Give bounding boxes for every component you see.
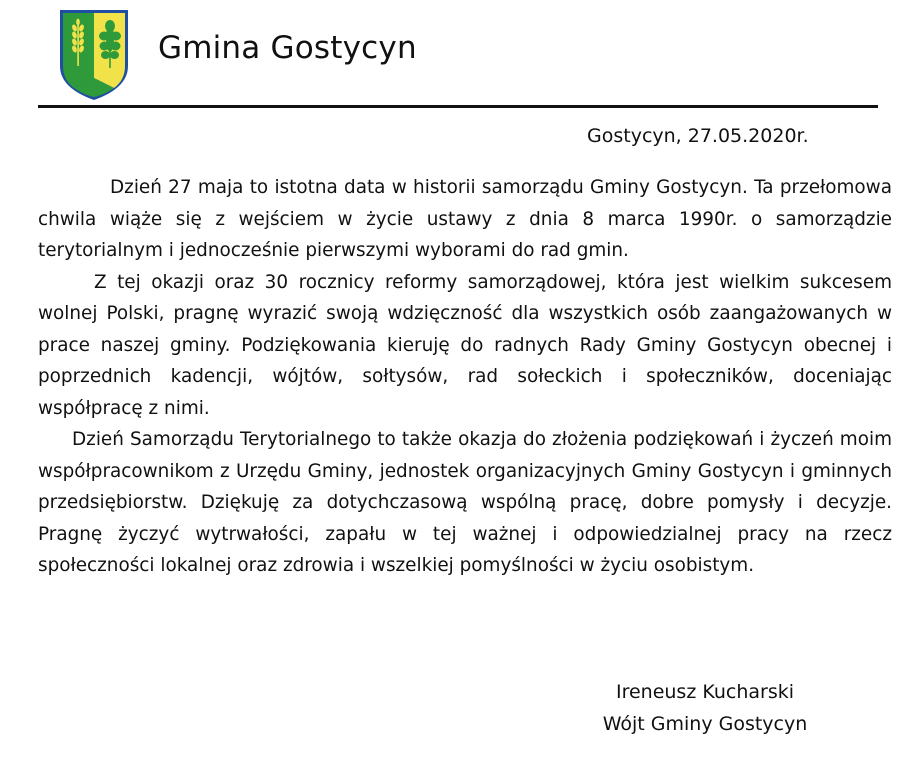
coat-of-arms-icon bbox=[58, 8, 130, 102]
letter-header bbox=[58, 8, 878, 104]
paragraph-1: Dzień 27 maja to istotna data w historii samorządu Gminy Gostycyn. Ta przełomowa chwila wiąże się z wejściem w życie ustawy z dnia 8 marca 1990r. o samorządzie terytorialnym i jednocześnie pierwszymi wyborami do rad gmin. bbox=[38, 177, 892, 261]
signature-block bbox=[580, 676, 830, 740]
header-divider bbox=[38, 105, 878, 108]
paragraph-2: Z tej okazji oraz 30 rocznicy reformy samorządowej, która jest wielkim sukcesem wolnej Polski, pragnę wyrazić swoją wdzięczność dla wszystkich osób zaangażowanych w prace naszej gminy. Podziękowania kieruję do radnych Rady Gminy Gostycyn obecnej i poprzednich kadencji, wójtów, sołtysów, rad sołeckich i społeczników, doceniając współpracę z nimi. bbox=[38, 271, 892, 419]
signatory-name: Ireneusz Kucharski bbox=[615, 681, 795, 703]
letter-date: Gostycyn, 27.05.2020r. bbox=[587, 125, 809, 147]
organization-name: Gmina Gostycyn bbox=[158, 30, 417, 66]
paragraph-3: Dzień Samorządu Terytorialnego to także okazja do złożenia podziękowań i życzeń moim współpracownikom z Urzędu Gminy, jednostek organizacyjnych Gminy Gostycyn i gminnych przedsiębiorstw. Dziękuję za dotychczasową wspólną pracę, dobre pomysły i decyzje. Pragnę życzyć wytrwałości, zapału w tej ważnej i odpowiedzialnej pracy na rzecz społeczności lokalnej oraz zdrowia i wszelkiej pomyślności w życiu osobistym. bbox=[38, 429, 892, 576]
signatory-title: Wójt Gminy Gostycyn bbox=[602, 713, 808, 735]
letter-body bbox=[38, 172, 892, 582]
